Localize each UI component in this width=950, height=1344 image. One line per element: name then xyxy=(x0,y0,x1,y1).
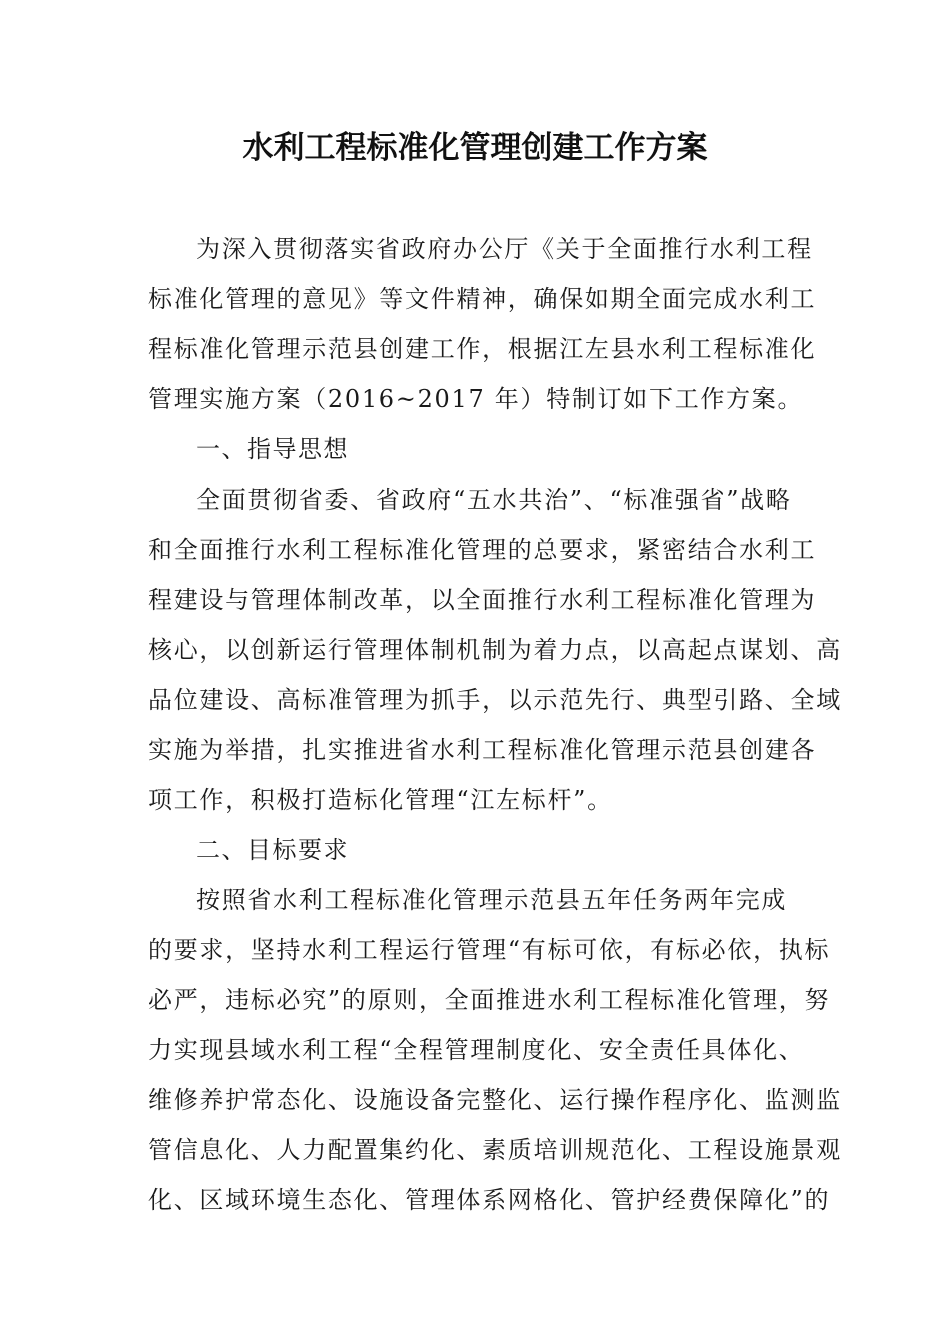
paragraph-line: 为深入贯彻落实省政府办公厅《关于全面推行水利工程 xyxy=(196,235,813,263)
paragraph-line: 按照省水利工程标准化管理示范县五年任务两年完成 xyxy=(196,886,788,914)
paragraph-line: 品位建设、高标准管理为抓手，以示范先行、典型引路、全域 xyxy=(148,686,842,714)
paragraph-line: 实施为举措，扎实推进省水利工程标准化管理示范县创建各 xyxy=(148,736,817,764)
paragraph-line: 项工作，积极打造标化管理“江左标杆”。 xyxy=(148,786,613,814)
section-heading-goals: 二、目标要求 xyxy=(196,836,349,864)
paragraph-line: 力实现县域水利工程“全程管理制度化、安全责任具体化、 xyxy=(148,1036,805,1064)
paragraph-line: 标准化管理的意见》等文件精神，确保如期全面完成水利工 xyxy=(148,285,817,313)
section-heading-guiding-ideology: 一、指导思想 xyxy=(196,435,349,463)
paragraph-line: 管信息化、人力配置集约化、素质培训规范化、工程设施景观 xyxy=(148,1136,842,1164)
paragraph-line: 程建设与管理体制改革，以全面推行水利工程标准化管理为 xyxy=(148,586,817,614)
paragraph-line: 管理实施方案（2016~2017 年）特制订如下工作方案。 xyxy=(148,385,804,413)
paragraph-line: 核心，以创新运行管理体制机制为着力点，以高起点谋划、高 xyxy=(148,636,842,664)
paragraph-line: 的要求，坚持水利工程运行管理“有标可依，有标必依，执标 xyxy=(148,936,831,964)
document-title: 水利工程标准化管理创建工作方案 xyxy=(242,130,708,166)
paragraph-line: 全面贯彻省委、省政府“五水共治”、“标准强省”战略 xyxy=(196,486,792,514)
paragraph-line: 维修养护常态化、设施设备完整化、运行操作程序化、监测监 xyxy=(148,1086,842,1114)
paragraph-line: 程标准化管理示范县创建工作，根据江左县水利工程标准化 xyxy=(148,335,817,363)
paragraph-line: 化、区域环境生态化、管理体系网格化、管护经费保障化”的 xyxy=(148,1186,831,1214)
paragraph-line: 必严，违标必究”的原则，全面推进水利工程标准化管理，努 xyxy=(148,986,831,1014)
paragraph-line: 和全面推行水利工程标准化管理的总要求，紧密结合水利工 xyxy=(148,536,817,564)
